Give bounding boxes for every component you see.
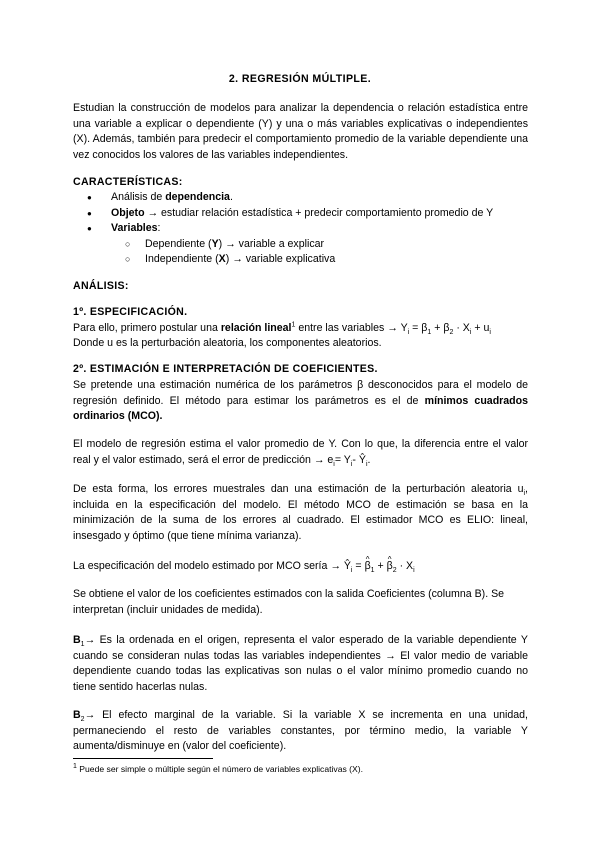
beta-hat-symbol: ^ β — [387, 559, 393, 575]
list-item: ○ Dependiente (Y) → variable a explicar — [73, 237, 528, 253]
estimacion-paragraph-2: El modelo de regresión estima el valor promedio de Y. Con lo que, la diferencia entre el valor real y el valor estimado, será el error de predicción → $e_i= Y_i-$ $Ŷ_i$. — [73, 438, 528, 468]
estimacion-paragraph-5: Se obtiene el valor de los coeficientes estimados con la salida Coeficientes (columna B). Se interpretan (incluir unidades de medida). — [73, 588, 505, 616]
estimacion-heading: 2º. ESTIMACIÓN E INTERPRETACIÓN DE COEFICIENTES. — [73, 363, 378, 375]
intro-paragraph: Estudian la construcción de modelos para analizar la dependencia o relación estadística entre una variable a explicar o dependiente (Y) y una o más variables explicativas o independientes (X). Además, también para predecir el comportamiento promedio de la variable dependiente una vez conocidos los valores de las variables independientes. — [73, 102, 528, 161]
estimacion-paragraph-1: Se pretende una estimación numérica de los parámetros β desconocidos para el modelo de regresión definido. El método para estimar los parámetros es el de mínimos cuadrados ordinarios (MCO). — [73, 379, 529, 423]
list-item: ● Objeto → estudiar relación estadística + predecir comportamiento promedio de Y — [73, 206, 528, 222]
caracteristicas-heading: CARACTERÍSTICAS: — [73, 176, 183, 188]
list-item: ○ Independiente (X) → variable explicativa — [73, 252, 528, 268]
beta-hat-symbol: ^ β — [365, 559, 371, 575]
b1-paragraph: $B_1\to Es$ la ordenada en el origen, representa el valor esperado de la variable dependiente Y cuando se consideran nulas todas las variables independientes → El valor medio de variable dependiente cuando todas las explicativas son nulas o el valor mínimo promedio cuando no tiene sentido hacerlas nulas. — [73, 634, 528, 693]
especificacion-note: Donde u es la perturbación aleatoria, los componentes aleatorios. — [73, 337, 382, 349]
especificacion-line: Para ello, primero postular una relación lineal$^1$ entre las variables → $Y_i = \beta_1 + \beta_2 \cdot X_i + u_i$ — [73, 321, 491, 337]
estimated-model-line: La especificación del modelo estimado por MCO sería → $Ŷ_i$ = ^ $\beta_1$ + ^ $\beta_2 \cdot X_i$ — [73, 559, 528, 575]
analisis-heading: ANÁLISIS: — [73, 280, 129, 292]
caracteristicas-list — [73, 190, 528, 268]
page-title: 2. REGRESIÓN MÚLTIPLE. — [228, 73, 372, 85]
footnote-divider — [73, 758, 213, 759]
estimacion-paragraph-3: De esta forma, los errores muestrales dan una estimación de la perturbación aleatoria $u_i$, incluida en la especificación del modelo. El método MCO de estimación se basa en la minimización de la suma de los errores al cuadrado. El estimador MCO es ELIO: lineal, insesgado y óptimo (que tiene mínima varianza). — [73, 483, 528, 542]
especificacion-heading: 1º. ESPECIFICACIÓN. — [73, 306, 188, 318]
b2-paragraph: $B_2\to El$ efecto marginal de la variable. Si la variable X se incrementa en una unidad, permaneciendo el resto de variables constantes, por término medio, la variable Y aumenta/disminuye en (valor del coeficiente). — [73, 709, 528, 753]
list-item: ● Análisis de dependencia. — [73, 190, 528, 206]
list-item: ● Variables: — [73, 221, 528, 237]
footnote: $^1$ Puede ser simple o múltiple según el número de variables explicativas (X). — [73, 763, 364, 774]
